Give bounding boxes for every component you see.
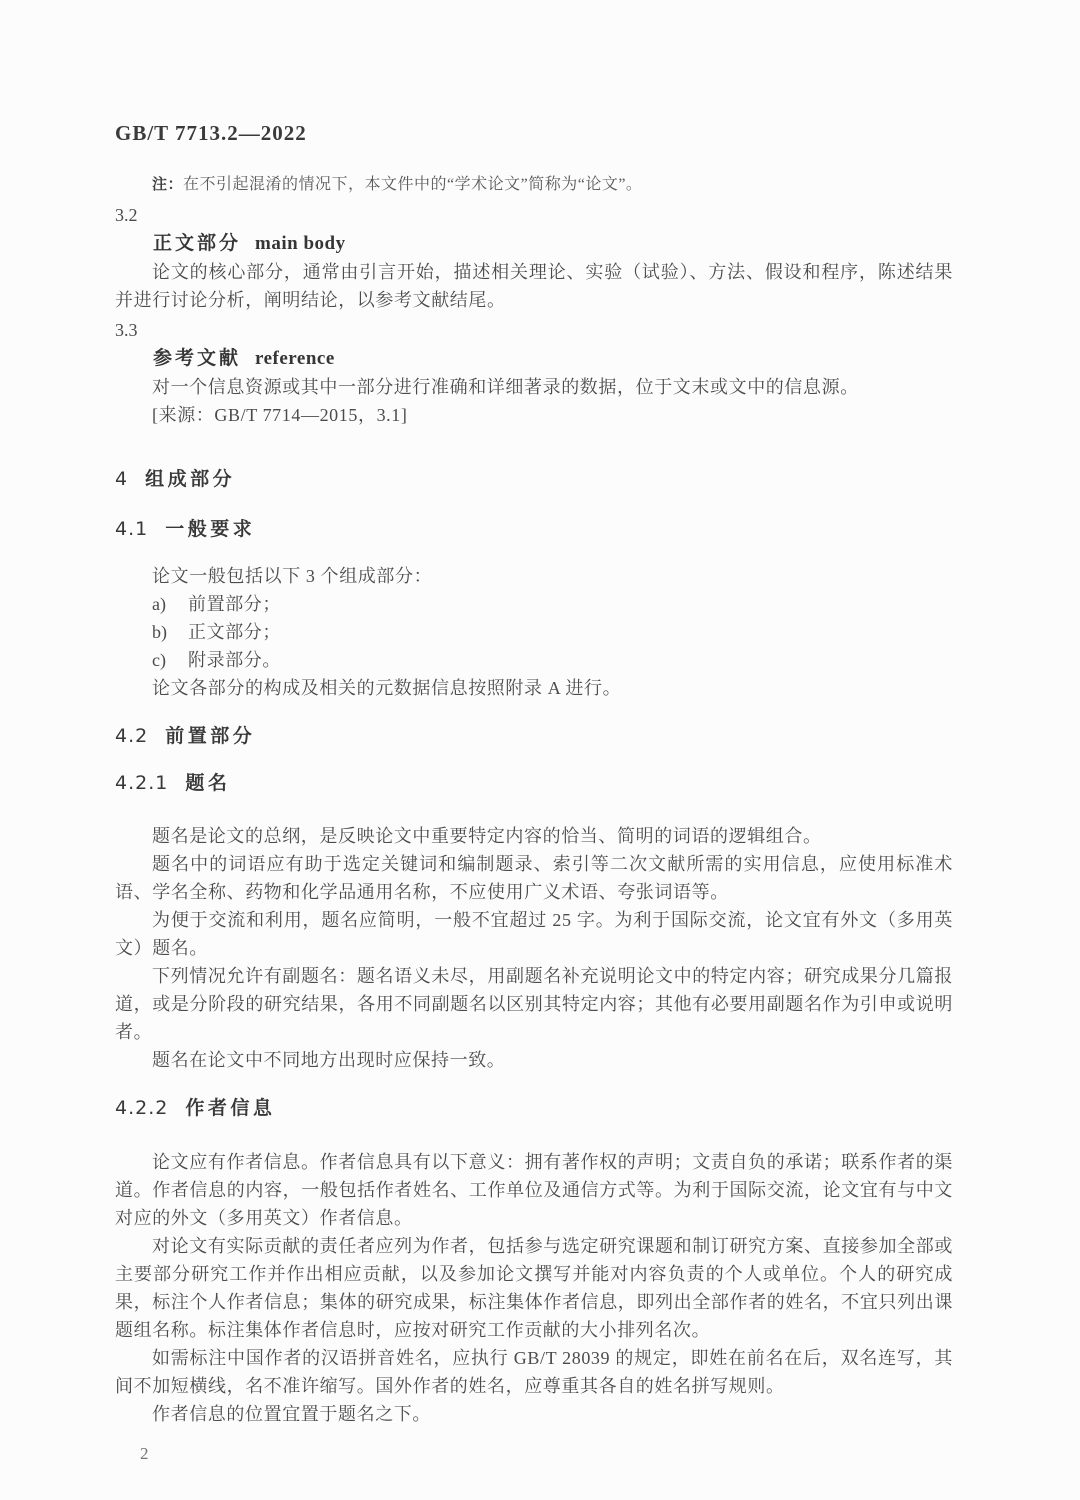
paragraph: 对论文有实际贡献的责任者应列为作者，包括参与选定研究课题和制订研究方案、直接参加全部或主要部分研究工作并作出相应贡献，以及参加论文撰写并能对内容负责的个人或单位。个人的研究成果，标注个人作者信息；集体的研究成果，标注集体作者信息，即列出全部作者的姓名，不宜只列出课题组名称。标注集体作者信息时，应按对研究工作贡献的大小排列名次。 — [115, 1235, 953, 1340]
clause-heading-4-2-2 — [115, 1094, 953, 1122]
list-marker: c) — [152, 650, 166, 670]
term-en-label: main body — [255, 233, 346, 254]
paragraph: 论文一般包括以下 3 个组成部分： — [152, 566, 433, 586]
term-definition: 论文的核心部分，通常由引言开始，描述相关理论、实验（试验）、方法、假设和程序，陈述结果并进行讨论分析，阐明结论，以参考文献结尾。 — [115, 262, 953, 310]
clause-title: 题名 — [185, 772, 231, 794]
clause-title: 前置部分 — [165, 725, 256, 747]
clause-title: 作者信息 — [185, 1097, 276, 1120]
lettered-list — [115, 590, 953, 674]
clause-heading-4-2 — [115, 722, 953, 750]
note-label: 注： — [152, 175, 184, 193]
list-item — [115, 618, 953, 646]
clause-number: 4.2 — [115, 725, 149, 747]
term-definition: 对一个信息资源或其中一部分进行准确和详细著录的数据，位于文末或文中的信息源。 — [152, 377, 859, 397]
paragraph: 题名是论文的总纲，是反映论文中重要特定内容的恰当、简明的词语的逻辑组合。 — [152, 826, 822, 847]
page-content — [115, 0, 953, 1466]
clause-title: 一般要求 — [165, 518, 256, 540]
list-item-text: 附录部分。 — [188, 650, 281, 670]
clause-heading-4-1 — [115, 515, 953, 543]
paragraph: 题名中的词语应有助于选定关键词和编制题录、索引等二次文献所需的实用信息，应使用标准术语、学名全称、药物和化学品通用名称，不应使用广义术语、夸张词语等。 — [115, 854, 953, 903]
source-note: [来源：GB/T 7714—2015，3.1] — [152, 405, 408, 425]
list-marker: b) — [152, 622, 167, 642]
clause-number: 4.1 — [115, 518, 149, 540]
term-heading-3-2 — [115, 229, 953, 258]
clause-heading-4-2-1 — [115, 769, 953, 797]
paragraph: 为便于交流和利用，题名应简明，一般不宜超过 25 字。为利于国际交流，论文宜有外文（多用英文）题名。 — [115, 910, 953, 959]
clause-number: 4 — [115, 468, 129, 490]
note-text: 在不引起混淆的情况下，本文件中的“学术论文”简称为“论文”。 — [183, 176, 643, 193]
list-item — [115, 646, 953, 674]
term-en-label: reference — [255, 348, 335, 369]
list-item-text: 前置部分； — [188, 594, 281, 614]
clause-heading-4 — [115, 465, 953, 493]
clause-title: 组成部分 — [145, 468, 236, 490]
clause-number: 4.2.1 — [115, 772, 169, 794]
term-number-3-3: 3.3 — [115, 320, 138, 340]
clause-number: 4.2.2 — [115, 1097, 169, 1120]
paragraph: 下列情况允许有副题名：题名语义未尽，用副题名补充说明论文中的特定内容；研究成果分几篇报道，或是分阶段的研究结果，各用不同副题名以区别其特定内容；其他有必要用副题名作为引申或说明者。 — [115, 966, 953, 1043]
doc-code-header: GB/T 7713.2—2022 — [115, 121, 307, 145]
list-item — [115, 590, 953, 618]
term-zh-label: 参考文献 — [153, 347, 242, 369]
term-number-3-2: 3.2 — [115, 205, 138, 225]
page-number: 2 — [140, 1443, 149, 1463]
term-heading-3-3 — [115, 344, 953, 373]
term-zh-label: 正文部分 — [153, 232, 242, 254]
paragraph: 如需标注中国作者的汉语拼音姓名，应执行 GB/T 28039 的规定，即姓在前名在后，双名连写，其间不加短横线，名不准许缩写。国外作者的姓名，应尊重其各自的姓名拼写规则。 — [115, 1347, 953, 1396]
paragraph: 论文各部分的构成及相关的元数据信息按照附录 A 进行。 — [152, 678, 622, 698]
list-marker: a) — [152, 594, 166, 614]
list-item-text: 正文部分； — [188, 622, 281, 642]
paragraph: 题名在论文中不同地方出现时应保持一致。 — [152, 1050, 506, 1071]
paragraph: 作者信息的位置宜置于题名之下。 — [152, 1403, 431, 1424]
paragraph: 论文应有作者信息。作者信息具有以下意义：拥有著作权的声明；文责自负的承诺；联系作者的渠道。作者信息的内容，一般包括作者姓名、工作单位及通信方式等。为利于国际交流，论文宜有与中文对应的外文（多用英文）作者信息。 — [115, 1151, 953, 1228]
note-paragraph — [115, 172, 953, 197]
